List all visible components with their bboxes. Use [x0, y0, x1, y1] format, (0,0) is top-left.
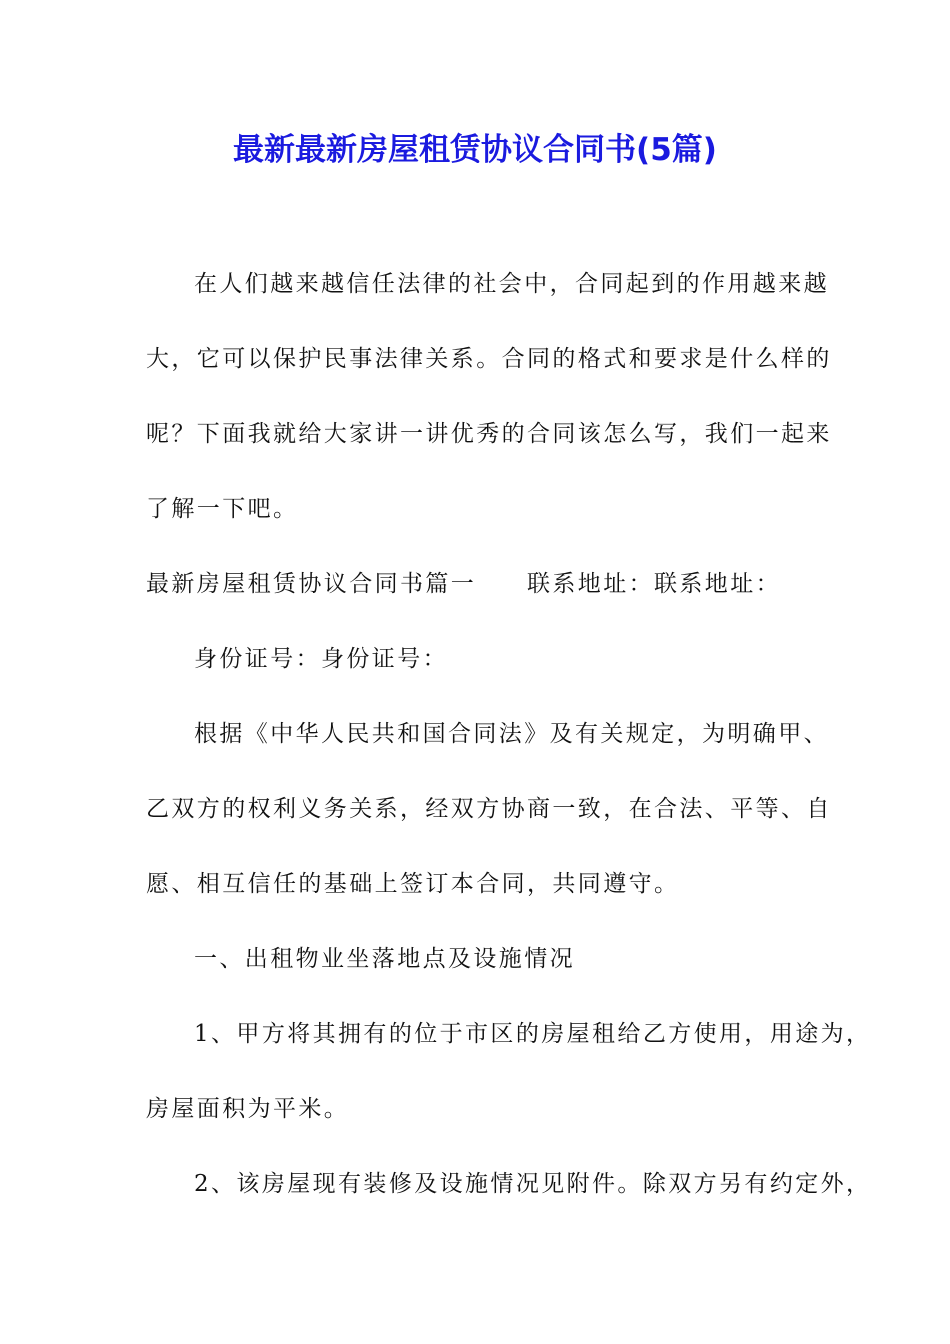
paragraph-line: 了解一下吧。: [146, 496, 299, 522]
paragraph-line: 呢？下面我就给大家讲一讲优秀的合同该怎么写，我们一起来: [146, 421, 832, 447]
section-heading: 最新房屋租赁协议合同书篇一 联系地址：联系地址：: [146, 571, 781, 597]
paragraph-line: 身份证号：身份证号：: [194, 646, 448, 672]
clause-heading: 一、出租物业坐落地点及设施情况: [194, 946, 575, 972]
paragraph-line: 愿、相互信任的基础上签订本合同，共同遵守。: [146, 871, 680, 897]
paragraph-line: 2、该房屋现有装修及设施情况见附件。除双方另有约定外，: [194, 1171, 872, 1197]
document-title: 最新最新房屋租赁协议合同书(5篇): [233, 132, 717, 168]
paragraph-line: 在人们越来越信任法律的社会中，合同起到的作用越来越: [194, 271, 829, 297]
paragraph-line: 根据《中华人民共和国合同法》及有关规定，为明确甲、: [194, 721, 829, 747]
paragraph-line: 大，它可以保护民事法律关系。合同的格式和要求是什么样的: [146, 346, 832, 372]
paragraph-line: 1、甲方将其拥有的位于市区的房屋租给乙方使用，用途为，: [194, 1021, 872, 1047]
paragraph-line: 房屋面积为平米。: [146, 1096, 350, 1122]
paragraph-line: 乙双方的权利义务关系，经双方协商一致，在合法、平等、自: [146, 796, 832, 822]
